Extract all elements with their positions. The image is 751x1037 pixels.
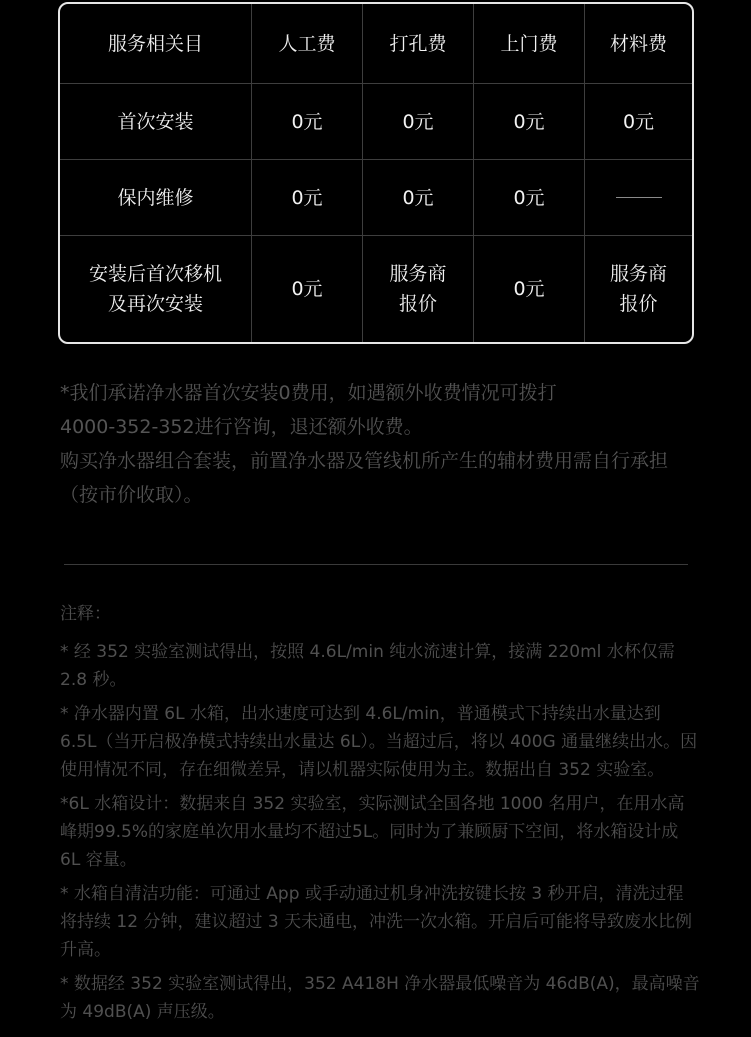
promise-line: 购买净水器组合套装，前置净水器及管线机所产生的辅材费用需自行承担（按市价收取）。 [60,450,669,506]
dash-mark [616,197,662,198]
table-cell: 服务商 报价 [609,263,667,315]
table-cell-row-label: 保内维修 [60,160,252,236]
section-divider [64,564,688,565]
table-header-material: 材料费 [585,4,692,84]
table-header-drilling: 打孔费 [363,4,474,84]
installation-promise [60,376,705,512]
note-item: * 水箱自清洁功能：可通过 App 或手动通过机身冲洗按键长按 3 秒开启，清洗过程将持续 12 分钟，建议超过 3 天未通电，冲洗一次水箱。开启后可能将导致废水比例升高。 [60,884,693,960]
notes-section [60,600,700,1032]
note-item: *6L 水箱设计：数据来自 352 实验室，实际测试全国各地 1000 名用户，在用水高峰期99.5%的家庭单次用水量均不超过5L。同时为了兼顾厨下空间，将水箱设计成 6L 容量。 [60,794,685,870]
table-header-visit: 上门费 [474,4,585,84]
note-item: * 经 352 实验室测试得出，按照 4.6L/min 纯水流速计算，接满 220ml 水杯仅需 2.8 秒。 [60,642,675,690]
promise-hotline-line: 4000-352-352进行咨询，退还额外收费。 [60,416,423,438]
promise-line: *我们承诺净水器首次安装0费用，如遇额外收费情况可拨打 [60,382,557,404]
table-cell: 0元 [252,84,363,160]
table-cell: 0元 [474,236,585,342]
table-cell: 0元 [585,84,692,160]
table-header-item: 服务相关目 [60,4,252,84]
table-cell: 0元 [474,84,585,160]
note-item: * 净水器内置 6L 水箱，出水速度可达到 4.6L/min，普通模式下持续出水量达到 6.5L（当开启极净模式持续出水量达 6L）。当超过后，将以 400G 通量继续出水。因使用情况不同，存在细微差异，请以机器实际使用为主。数据出自 352 实验室。 [60,704,698,780]
table-cell-not-applicable [585,160,692,236]
table-cell: 0元 [363,84,474,160]
table-cell: 0元 [252,236,363,342]
table-cell: 0元 [363,160,474,236]
table-header-labor: 人工费 [252,4,363,84]
service-fee-table [58,2,694,344]
note-item: * 数据经 352 实验室测试得出，352 A418H 净水器最低噪音为 46dB(A)，最高噪音为 49dB(A) 声压级。 [60,974,700,1022]
table-cell: 0元 [252,160,363,236]
table-cell-row-label: 安装后首次移机 及再次安装 [60,236,252,342]
table-cell-row-label: 首次安装 [60,84,252,160]
notes-title: 注释： [60,604,111,624]
table-cell: 服务商 报价 [363,236,474,342]
table-cell: 0元 [474,160,585,236]
